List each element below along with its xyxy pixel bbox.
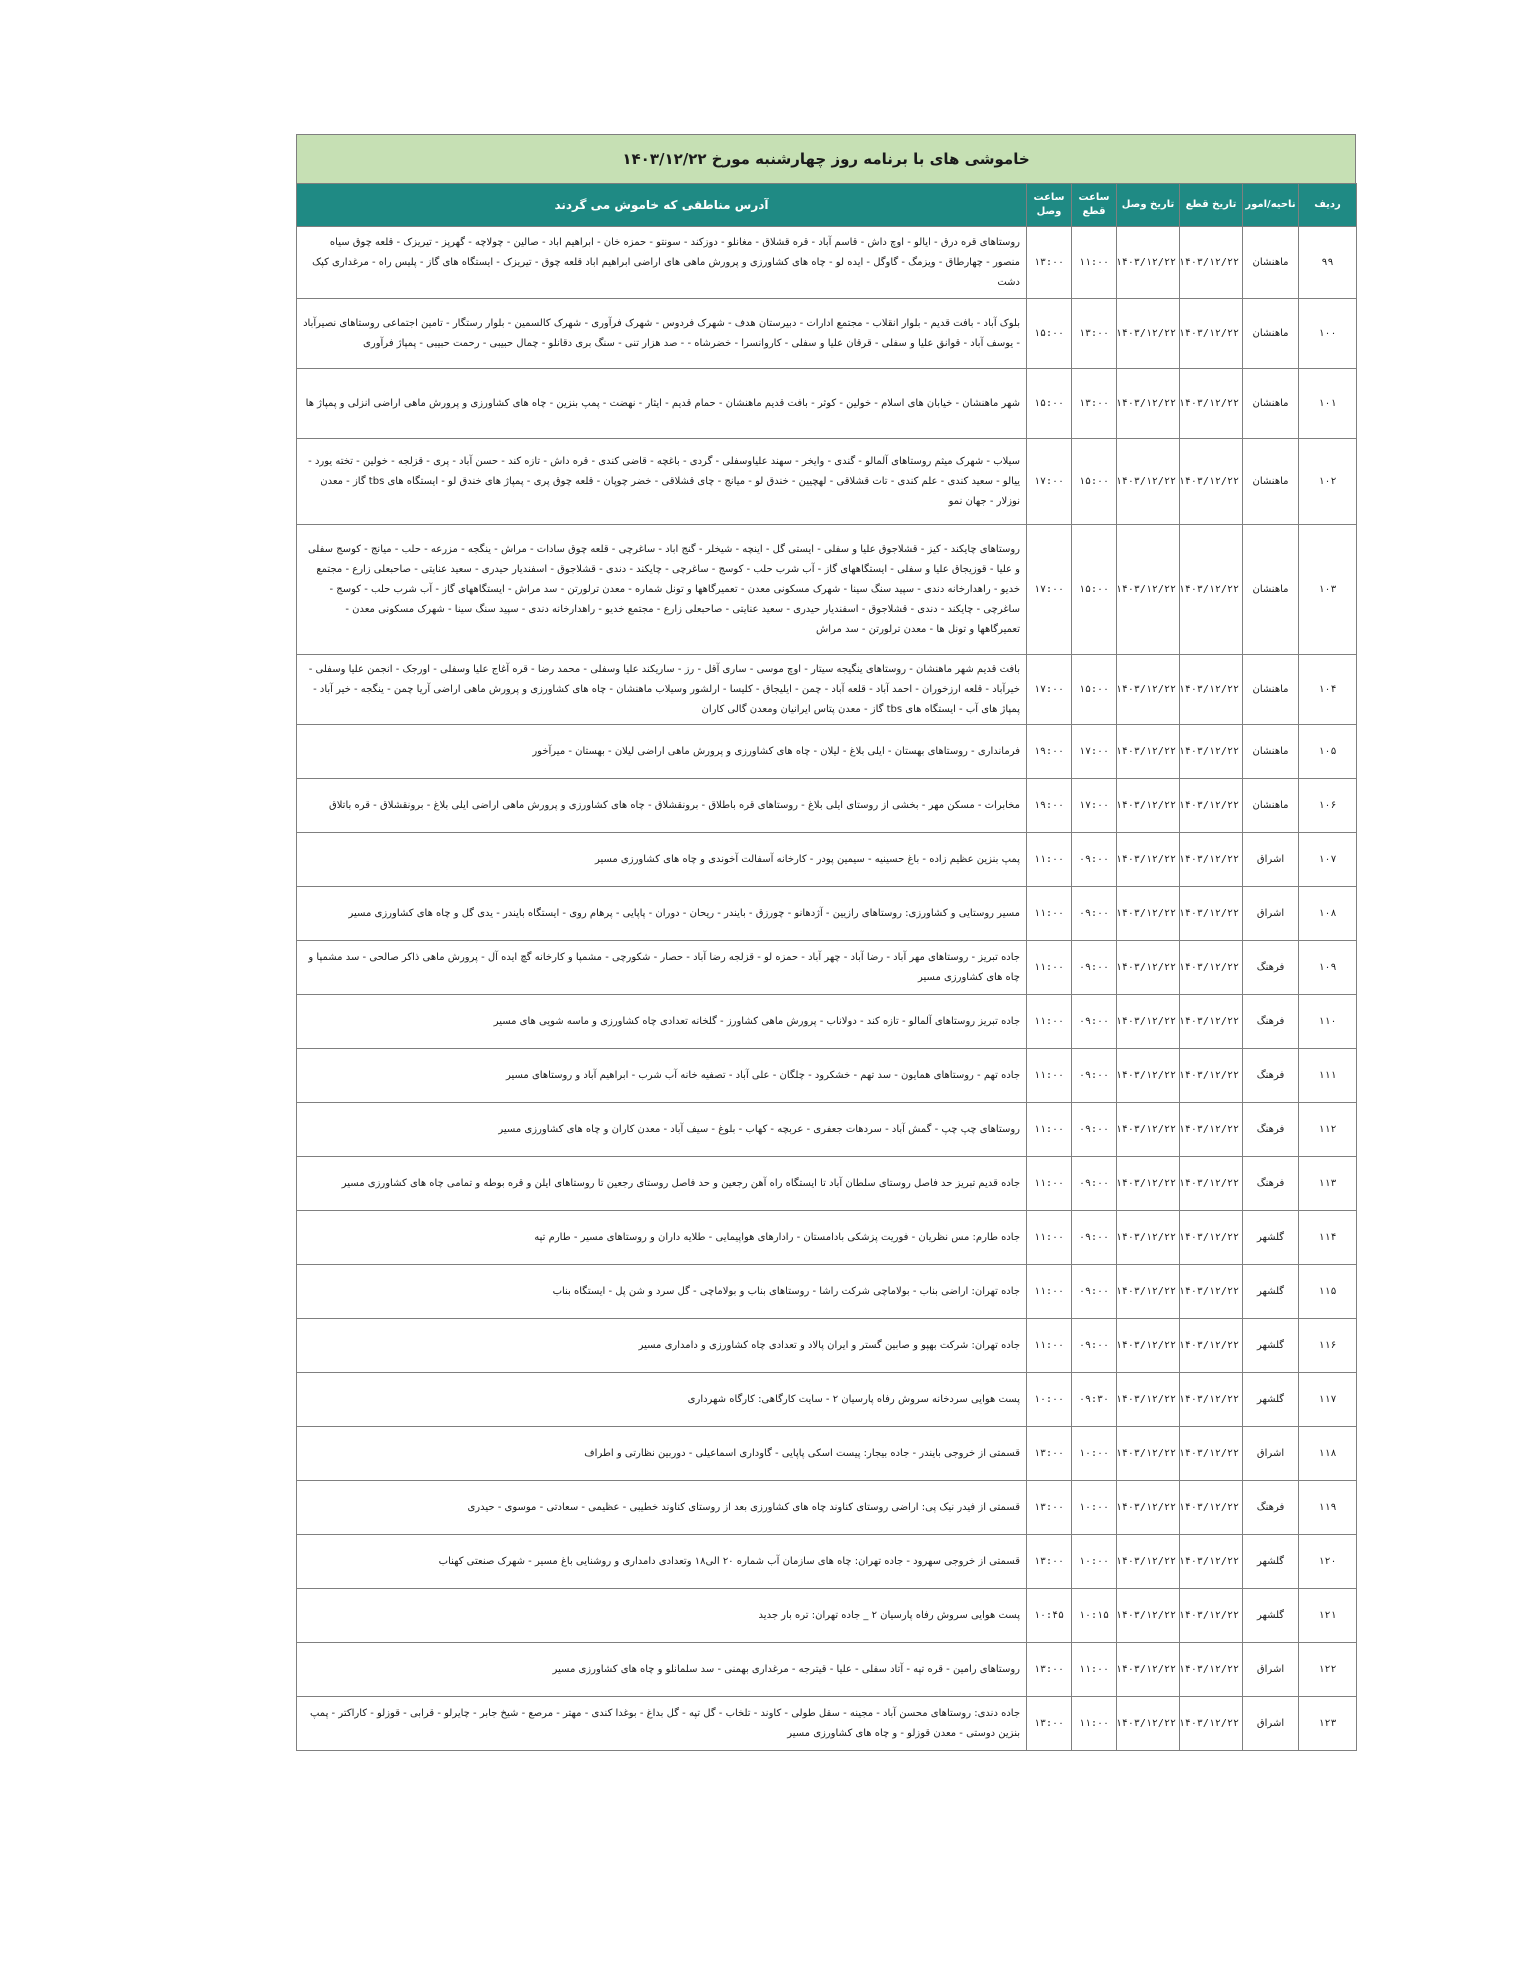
row-connect-date: ۱۴۰۳/۱۲/۲۲ bbox=[1117, 1697, 1180, 1751]
row-connect-time: ۱۷:۰۰ bbox=[1027, 655, 1072, 725]
row-connect-time: ۱۱:۰۰ bbox=[1027, 941, 1072, 995]
row-number: ۱۰۵ bbox=[1299, 725, 1357, 779]
row-cut-date: ۱۴۰۳/۱۲/۲۲ bbox=[1180, 779, 1243, 833]
row-cut-time: ۱۰:۰۰ bbox=[1072, 1481, 1117, 1535]
row-connect-date: ۱۴۰۳/۱۲/۲۲ bbox=[1117, 1427, 1180, 1481]
row-connect-date: ۱۴۰۳/۱۲/۲۲ bbox=[1117, 299, 1180, 369]
row-district: گلشهر bbox=[1243, 1535, 1299, 1589]
row-address: روستاهای رامین - قره تپه - آتاد سفلی - علیا - قیترجه - مرغداری بهمنی - سد سلمانلو و چاه های کشاورزی مسیر bbox=[297, 1643, 1027, 1697]
row-cut-date: ۱۴۰۳/۱۲/۲۲ bbox=[1180, 439, 1243, 525]
row-number: ۱۱۲ bbox=[1299, 1103, 1357, 1157]
row-cut-time: ۰۹:۰۰ bbox=[1072, 887, 1117, 941]
row-connect-date: ۱۴۰۳/۱۲/۲۲ bbox=[1117, 655, 1180, 725]
table-row bbox=[297, 525, 1357, 655]
row-connect-time: ۱۱:۰۰ bbox=[1027, 1319, 1072, 1373]
row-district: ماهنشان bbox=[1243, 655, 1299, 725]
row-number: ۱۰۴ bbox=[1299, 655, 1357, 725]
row-connect-time: ۱۱:۰۰ bbox=[1027, 887, 1072, 941]
row-cut-time: ۰۹:۰۰ bbox=[1072, 1157, 1117, 1211]
row-connect-date: ۱۴۰۳/۱۲/۲۲ bbox=[1117, 779, 1180, 833]
table-row bbox=[297, 655, 1357, 725]
row-cut-time: ۱۵:۰۰ bbox=[1072, 655, 1117, 725]
row-cut-time: ۰۹:۰۰ bbox=[1072, 1265, 1117, 1319]
row-cut-time: ۱۰:۰۰ bbox=[1072, 1427, 1117, 1481]
row-cut-date: ۱۴۰۳/۱۲/۲۲ bbox=[1180, 941, 1243, 995]
row-cut-date: ۱۴۰۳/۱۲/۲۲ bbox=[1180, 1643, 1243, 1697]
row-address: روستاهای چایکند - کیز - قشلاجوق علیا و سفلی - ایستی گل - اینچه - شیخلر - گنج اباد - ساغرچی - قلعه چوق سادات - مراش - ینگجه - مزرعه - حلب - میانج - کوسج سفلی و علیا - قوزیجاق علیا و سفلی - ایستگاههای گاز - آب شرب حلب - کوسج - ساغرچی - چایکند - دندی - قشلاجوق - اسفندیار حیدری - سعید عنایتی - صاحبعلی زارع - مجتمع خدیو - راهدارخانه دندی - سپید سنگ سینا - شهرک مسکونی معدن - تعمیرگاهها و تونل شماره - معدن ترلورتن - سد مراش - ایستگاههای گاز - آب شرب حلب - کوسج - ساغرچی - چایکند - دندی - قشلاجوق - اسفندیار حیدری - سعید عنایتی - صاحبعلی زارع - مجتمع خدیو - راهدارخانه دندی - سپید سنگ سینا - شهرک مسکونی معدن - تعمیرگاهها و تونل ها - معدن ترلورتن - سد مراش bbox=[297, 525, 1027, 655]
row-address: قسمتی از خروجی بایندر - جاده بیجار: پیست اسکی پاپایی - گاوداری اسماعیلی - دوربین نظارتی و اطراف bbox=[297, 1427, 1027, 1481]
row-cut-time: ۱۰:۰۰ bbox=[1072, 1535, 1117, 1589]
row-number: ۱۰۶ bbox=[1299, 779, 1357, 833]
row-number: ۱۱۹ bbox=[1299, 1481, 1357, 1535]
row-district: فرهنگ bbox=[1243, 995, 1299, 1049]
row-connect-date: ۱۴۰۳/۱۲/۲۲ bbox=[1117, 1643, 1180, 1697]
row-cut-time: ۱۱:۰۰ bbox=[1072, 1643, 1117, 1697]
row-address: فرمانداری - روستاهای بهستان - ایلی بلاغ - لیلان - چاه های کشاورزی و پرورش ماهی اراضی لیلان - بهستان - میرآخور bbox=[297, 725, 1027, 779]
row-district: ماهنشان bbox=[1243, 299, 1299, 369]
row-connect-date: ۱۴۰۳/۱۲/۲۲ bbox=[1117, 369, 1180, 439]
row-address: قسمتی از فیدر نیک پی: اراضی روستای کناوند چاه های کشاورزی بعد از روستای کناوند خطیبی - عظیمی - سعادتی - موسوی - حیدری bbox=[297, 1481, 1027, 1535]
row-district: گلشهر bbox=[1243, 1211, 1299, 1265]
table-row bbox=[297, 887, 1357, 941]
row-connect-time: ۱۱:۰۰ bbox=[1027, 1049, 1072, 1103]
row-district: فرهنگ bbox=[1243, 1103, 1299, 1157]
row-connect-date: ۱۴۰۳/۱۲/۲۲ bbox=[1117, 1103, 1180, 1157]
table-row bbox=[297, 725, 1357, 779]
row-number: ۱۲۳ bbox=[1299, 1697, 1357, 1751]
sheet-title: خاموشی های با برنامه روز چهارشنبه مورخ ۱۴۰۳/۱۲/۲۲ bbox=[296, 134, 1356, 183]
row-district: گلشهر bbox=[1243, 1589, 1299, 1643]
row-connect-date: ۱۴۰۳/۱۲/۲۲ bbox=[1117, 1589, 1180, 1643]
outage-schedule-sheet bbox=[296, 134, 1356, 1751]
row-cut-date: ۱۴۰۳/۱۲/۲۲ bbox=[1180, 887, 1243, 941]
row-address: جاده تهم - روستاهای همایون - سد تهم - خشکرود - چلگان - علی آباد - تصفیه خانه آب شرب - ابراهیم آباد و روستاهای مسیر bbox=[297, 1049, 1027, 1103]
header-row bbox=[297, 184, 1357, 227]
row-address: جاده تبریز - روستاهای مهر آباد - رضا آباد - چهر آباد - حمزه لو - قزلجه رضا آباد - حصار - شکورچی - مشمپا و کارخانه گچ ایده آل - پرورش ماهی ذاکر صالحی - سد مشمپا و چاه های کشاورزی مسیر bbox=[297, 941, 1027, 995]
row-address: جاده طارم: مس نظریان - فوریت پزشکی بادامستان - رادارهای هواپیمایی - طلایه داران و روستاهای مسیر - طارم تپه bbox=[297, 1211, 1027, 1265]
table-row bbox=[297, 1427, 1357, 1481]
row-number: ۱۰۸ bbox=[1299, 887, 1357, 941]
row-connect-time: ۱۱:۰۰ bbox=[1027, 995, 1072, 1049]
row-connect-time: ۱۱:۰۰ bbox=[1027, 1211, 1072, 1265]
table-row bbox=[297, 1211, 1357, 1265]
row-cut-date: ۱۴۰۳/۱۲/۲۲ bbox=[1180, 1535, 1243, 1589]
row-connect-time: ۱۰:۰۰ bbox=[1027, 1373, 1072, 1427]
row-district: ماهنشان bbox=[1243, 369, 1299, 439]
row-cut-date: ۱۴۰۳/۱۲/۲۲ bbox=[1180, 1049, 1243, 1103]
table-row bbox=[297, 369, 1357, 439]
row-connect-date: ۱۴۰۳/۱۲/۲۲ bbox=[1117, 1373, 1180, 1427]
row-district: اشراق bbox=[1243, 833, 1299, 887]
table-row bbox=[297, 299, 1357, 369]
row-address: سیلاب - شهرک میثم روستاهای آلمالو - گندی - وایخر - سهند علیاوسفلی - گردی - باغچه - قاضی کندی - قره داش - تازه کند - حسن آباد - پری - قزلجه - خولین - تخته یورد - ییالو - سعید کندی - علم کندی - تات قشلاقی - لهچیین - خندق لو - میانج - چای قشلاقی - خضر چوپان - قلعه چوق پری - پمپاژ های خندق لو - ایستگاه های tbs گاز - معدن نوزلار - جهان نمو bbox=[297, 439, 1027, 525]
row-address: جاده دندی: روستاهای محسن آباد - مجینه - سقل طولی - کاوند - تلخاب - گل تپه - گل بداغ - بوغدا کندی - مهتر - مرصع - شیخ جابر - چایرلو - قرابی - قوزلو - کاراکتر - پمپ بنزین دوستی - معدن قوزلو - و چاه های کشاورزی مسیر bbox=[297, 1697, 1027, 1751]
row-connect-date: ۱۴۰۳/۱۲/۲۲ bbox=[1117, 439, 1180, 525]
row-address: قسمتی از خروجی سهرود - جاده تهران: چاه های سازمان آب شماره ۲۰ الی۱۸ وتعدادی دامداری و روشنایی باغ مسیر - شهرک صنعتی کهناب bbox=[297, 1535, 1027, 1589]
row-number: ۱۱۰ bbox=[1299, 995, 1357, 1049]
row-cut-time: ۱۱:۰۰ bbox=[1072, 1697, 1117, 1751]
row-cut-time: ۱۵:۰۰ bbox=[1072, 439, 1117, 525]
row-address: پست هوایی سردخانه سروش رفاه پارسیان ۲ - سایت کارگاهی: کارگاه شهرداری bbox=[297, 1373, 1027, 1427]
table-row bbox=[297, 227, 1357, 299]
row-cut-time: ۰۹:۰۰ bbox=[1072, 1319, 1117, 1373]
row-connect-time: ۱۱:۰۰ bbox=[1027, 1265, 1072, 1319]
header-district: ناحیه/امور bbox=[1243, 184, 1299, 227]
row-address: پمپ بنزین عظیم زاده - باغ حسینیه - سیمین پودر - کارخانه آسفالت آخوندی و چاه های کشاورزی مسیر bbox=[297, 833, 1027, 887]
table-row bbox=[297, 1373, 1357, 1427]
row-district: ماهنشان bbox=[1243, 227, 1299, 299]
row-district: گلشهر bbox=[1243, 1319, 1299, 1373]
row-cut-date: ۱۴۰۳/۱۲/۲۲ bbox=[1180, 1211, 1243, 1265]
row-number: ۱۰۹ bbox=[1299, 941, 1357, 995]
table-row bbox=[297, 941, 1357, 995]
row-address: روستاهای چپ چپ - گمش آباد - سردهات جعفری - عربچه - کهاب - بلوغ - سیف آباد - معدن کاران و چاه های کشاورزی مسیر bbox=[297, 1103, 1027, 1157]
row-address: بلوک آباد - بافت قدیم - بلوار انقلاب - مجتمع ادارات - دبیرستان هدف - شهرک فردوس - شهرک فرآوری - شهرک کالسمین - بلوار رستگار - تامین اجتماعی روستاهای نصیرآباد - یوسف آباد - قوانق علیا و سفلی - قرقان علیا و سفلی - کاروانسرا - خضرشاه - - صد هزار تنی - سنگ بری دقانلو - چمال حبیبی - رحمت حبیبی - پمپاژ فرآوری bbox=[297, 299, 1027, 369]
row-cut-time: ۰۹:۰۰ bbox=[1072, 1103, 1117, 1157]
row-address: جاده تهران: شرکت بهپو و صابین گستر و ایران پالاد و تعدادی چاه کشاورزی و دامداری مسیر bbox=[297, 1319, 1027, 1373]
row-district: اشراق bbox=[1243, 1697, 1299, 1751]
row-connect-time: ۱۱:۰۰ bbox=[1027, 1103, 1072, 1157]
row-address: بافت قدیم شهر ماهنشان - روستاهای ینگیجه سیتار - اوچ موسی - ساری آقل - رز - ساریکند علیا وسفلی - محمد رضا - قره آغاج علیا وسفلی - اورجک - انجمن علیا وسفلی - خیرآباد - قلعه ارزخوران - احمد آباد - قلعه آباد - چمن - ایلیجاق - کلیسا - ارلشور وسیلاب ماهنشان - چاه های کشاورزی و پرورش ماهی اراضی آریا چمن - ینگجه - خیر آباد - پمپاژ های آب - ایستگاه های tbs گاز - معدن پتاس ایرانیان ومعدن گالی کاران bbox=[297, 655, 1027, 725]
row-address: روستاهای قره درق - ایالو - اوچ داش - قاسم آباد - قره قشلاق - مغانلو - دوزکند - سونتو - حمزه خان - ابراهیم اباد - صالین - چولاچه - گهرپز - تیریزک - قلعه چوق سیاه منصور - چهارطاق - ویزمگ - گاوگل - ایده لو - چاه های کشاورزی و پرورش ماهی های اراضی ابراهیم اباد قلعه چوق - تیریزک - ایستگاه های گاز - پلیس راه - مرغداری کپک دشت bbox=[297, 227, 1027, 299]
row-cut-time: ۰۹:۰۰ bbox=[1072, 941, 1117, 995]
row-connect-time: ۱۰:۴۵ bbox=[1027, 1589, 1072, 1643]
row-cut-time: ۱۳:۰۰ bbox=[1072, 299, 1117, 369]
row-number: ۱۲۱ bbox=[1299, 1589, 1357, 1643]
row-cut-date: ۱۴۰۳/۱۲/۲۲ bbox=[1180, 833, 1243, 887]
row-connect-date: ۱۴۰۳/۱۲/۲۲ bbox=[1117, 725, 1180, 779]
row-connect-date: ۱۴۰۳/۱۲/۲۲ bbox=[1117, 995, 1180, 1049]
row-cut-time: ۱۵:۰۰ bbox=[1072, 525, 1117, 655]
table-row bbox=[297, 1589, 1357, 1643]
row-number: ۱۱۷ bbox=[1299, 1373, 1357, 1427]
row-connect-time: ۱۱:۰۰ bbox=[1027, 833, 1072, 887]
row-connect-time: ۱۳:۰۰ bbox=[1027, 227, 1072, 299]
row-number: ۱۱۶ bbox=[1299, 1319, 1357, 1373]
row-district: اشراق bbox=[1243, 1643, 1299, 1697]
row-number: ۱۱۸ bbox=[1299, 1427, 1357, 1481]
row-address: جاده قدیم تبریز حد فاصل روستای سلطان آباد تا ایستگاه راه آهن رجعین و حد فاصل روستای رجعین تا روستاهای ایلن و قره بوطه و تمامی چاه های کشاورزی مسیر bbox=[297, 1157, 1027, 1211]
row-cut-date: ۱۴۰۳/۱۲/۲۲ bbox=[1180, 227, 1243, 299]
row-cut-time: ۰۹:۳۰ bbox=[1072, 1373, 1117, 1427]
row-address: پست هوایی سروش رفاه پارسیان ۲ _ جاده تهران: تره بار جدید bbox=[297, 1589, 1027, 1643]
row-connect-time: ۱۷:۰۰ bbox=[1027, 525, 1072, 655]
header-cut-date: تاریخ قطع bbox=[1180, 184, 1243, 227]
row-connect-date: ۱۴۰۳/۱۲/۲۲ bbox=[1117, 1535, 1180, 1589]
header-cut-time: ساعت قطع bbox=[1072, 184, 1117, 227]
row-cut-time: ۰۹:۰۰ bbox=[1072, 833, 1117, 887]
row-number: ۱۲۰ bbox=[1299, 1535, 1357, 1589]
table-row bbox=[297, 1049, 1357, 1103]
row-cut-time: ۱۰:۱۵ bbox=[1072, 1589, 1117, 1643]
row-cut-date: ۱۴۰۳/۱۲/۲۲ bbox=[1180, 995, 1243, 1049]
row-connect-date: ۱۴۰۳/۱۲/۲۲ bbox=[1117, 1319, 1180, 1373]
row-cut-date: ۱۴۰۳/۱۲/۲۲ bbox=[1180, 1589, 1243, 1643]
row-cut-time: ۱۷:۰۰ bbox=[1072, 779, 1117, 833]
header-connect-date: تاریخ وصل bbox=[1117, 184, 1180, 227]
table-row bbox=[297, 1157, 1357, 1211]
row-connect-date: ۱۴۰۳/۱۲/۲۲ bbox=[1117, 941, 1180, 995]
row-cut-date: ۱۴۰۳/۱۲/۲۲ bbox=[1180, 1265, 1243, 1319]
row-connect-time: ۱۳:۰۰ bbox=[1027, 1481, 1072, 1535]
row-cut-date: ۱۴۰۳/۱۲/۲۲ bbox=[1180, 1157, 1243, 1211]
table-row bbox=[297, 833, 1357, 887]
row-number: ۱۰۷ bbox=[1299, 833, 1357, 887]
row-district: گلشهر bbox=[1243, 1265, 1299, 1319]
row-cut-date: ۱۴۰۳/۱۲/۲۲ bbox=[1180, 1697, 1243, 1751]
row-number: ۱۱۴ bbox=[1299, 1211, 1357, 1265]
row-connect-time: ۱۳:۰۰ bbox=[1027, 1535, 1072, 1589]
row-cut-date: ۱۴۰۳/۱۲/۲۲ bbox=[1180, 1481, 1243, 1535]
row-district: فرهنگ bbox=[1243, 1157, 1299, 1211]
header-address: آدرس مناطقی که خاموش می گردند bbox=[297, 184, 1027, 227]
row-address: مسیر روستایی و کشاورزی: روستاهای رازیین - آژدهانو - چورزق - بایندر - ریحان - دوران - پاپایی - پرهام روی - ایستگاه بایندر - یدی گل و چاه های کشاورزی مسیر bbox=[297, 887, 1027, 941]
row-connect-date: ۱۴۰۳/۱۲/۲۲ bbox=[1117, 227, 1180, 299]
row-cut-date: ۱۴۰۳/۱۲/۲۲ bbox=[1180, 525, 1243, 655]
row-number: ۱۰۲ bbox=[1299, 439, 1357, 525]
row-connect-date: ۱۴۰۳/۱۲/۲۲ bbox=[1117, 1049, 1180, 1103]
row-connect-time: ۱۹:۰۰ bbox=[1027, 779, 1072, 833]
table-row bbox=[297, 1103, 1357, 1157]
table-row bbox=[297, 439, 1357, 525]
table-row bbox=[297, 1319, 1357, 1373]
row-address: مخابرات - مسکن مهر - بخشی از روستای ایلی بلاغ - روستاهای قره باطلاق - برونقشلاق - چاه های کشاورزی و پرورش ماهی اراضی ایلی بلاغ - برونقشلاق - قره باتلاق bbox=[297, 779, 1027, 833]
header-connect-time: ساعت وصل bbox=[1027, 184, 1072, 227]
table-row bbox=[297, 995, 1357, 1049]
row-district: اشراق bbox=[1243, 887, 1299, 941]
row-connect-time: ۱۳:۰۰ bbox=[1027, 1697, 1072, 1751]
row-number: ۱۲۲ bbox=[1299, 1643, 1357, 1697]
row-cut-date: ۱۴۰۳/۱۲/۲۲ bbox=[1180, 1319, 1243, 1373]
row-cut-time: ۰۹:۰۰ bbox=[1072, 1211, 1117, 1265]
row-number: ۱۰۱ bbox=[1299, 369, 1357, 439]
row-connect-date: ۱۴۰۳/۱۲/۲۲ bbox=[1117, 1211, 1180, 1265]
row-cut-time: ۰۹:۰۰ bbox=[1072, 995, 1117, 1049]
row-connect-time: ۱۵:۰۰ bbox=[1027, 299, 1072, 369]
row-connect-date: ۱۴۰۳/۱۲/۲۲ bbox=[1117, 1265, 1180, 1319]
row-connect-date: ۱۴۰۳/۱۲/۲۲ bbox=[1117, 525, 1180, 655]
row-cut-date: ۱۴۰۳/۱۲/۲۲ bbox=[1180, 725, 1243, 779]
row-number: ۱۱۳ bbox=[1299, 1157, 1357, 1211]
row-cut-time: ۱۳:۰۰ bbox=[1072, 369, 1117, 439]
row-cut-time: ۱۱:۰۰ bbox=[1072, 227, 1117, 299]
row-number: ۱۰۳ bbox=[1299, 525, 1357, 655]
row-connect-time: ۱۳:۰۰ bbox=[1027, 1643, 1072, 1697]
table-body bbox=[297, 227, 1357, 1751]
row-connect-date: ۱۴۰۳/۱۲/۲۲ bbox=[1117, 887, 1180, 941]
row-district: گلشهر bbox=[1243, 1373, 1299, 1427]
table-row bbox=[297, 1265, 1357, 1319]
row-cut-date: ۱۴۰۳/۱۲/۲۲ bbox=[1180, 1373, 1243, 1427]
row-cut-date: ۱۴۰۳/۱۲/۲۲ bbox=[1180, 1427, 1243, 1481]
row-cut-date: ۱۴۰۳/۱۲/۲۲ bbox=[1180, 369, 1243, 439]
row-district: ماهنشان bbox=[1243, 439, 1299, 525]
row-district: ماهنشان bbox=[1243, 725, 1299, 779]
row-connect-date: ۱۴۰۳/۱۲/۲۲ bbox=[1117, 1481, 1180, 1535]
table-row bbox=[297, 1697, 1357, 1751]
row-cut-time: ۱۷:۰۰ bbox=[1072, 725, 1117, 779]
table-row bbox=[297, 1481, 1357, 1535]
row-district: اشراق bbox=[1243, 1427, 1299, 1481]
table-row bbox=[297, 1643, 1357, 1697]
row-connect-time: ۱۷:۰۰ bbox=[1027, 439, 1072, 525]
row-connect-date: ۱۴۰۳/۱۲/۲۲ bbox=[1117, 1157, 1180, 1211]
row-number: ۹۹ bbox=[1299, 227, 1357, 299]
row-district: ماهنشان bbox=[1243, 525, 1299, 655]
row-district: فرهنگ bbox=[1243, 1049, 1299, 1103]
row-number: ۱۰۰ bbox=[1299, 299, 1357, 369]
table-row bbox=[297, 1535, 1357, 1589]
row-connect-time: ۱۳:۰۰ bbox=[1027, 1427, 1072, 1481]
row-number: ۱۱۵ bbox=[1299, 1265, 1357, 1319]
row-district: فرهنگ bbox=[1243, 1481, 1299, 1535]
row-address: جاده تهران: اراضی بناب - بولاماچی شرکت راشا - روستاهای بناب و بولاماچی - گل سرد و شن پل - ایستگاه بناب bbox=[297, 1265, 1027, 1319]
row-connect-time: ۱۱:۰۰ bbox=[1027, 1157, 1072, 1211]
row-cut-time: ۰۹:۰۰ bbox=[1072, 1049, 1117, 1103]
row-connect-date: ۱۴۰۳/۱۲/۲۲ bbox=[1117, 833, 1180, 887]
row-connect-time: ۱۹:۰۰ bbox=[1027, 725, 1072, 779]
row-number: ۱۱۱ bbox=[1299, 1049, 1357, 1103]
row-address: شهر ماهنشان - خیابان های اسلام - خولین - کوثر - بافت قدیم ماهنشان - حمام قدیم - ایثار - نهضت - پمپ بنزین - چاه های کشاورزی و پرورش ماهی اراضی انزلی و پمپاژ ها bbox=[297, 369, 1027, 439]
row-address: جاده تبریز روستاهای آلمالو - تازه کند - دولاناب - پرورش ماهی کشاورز - گلخانه تعدادی چاه کشاورزی و ماسه شویی های مسیر bbox=[297, 995, 1027, 1049]
row-cut-date: ۱۴۰۳/۱۲/۲۲ bbox=[1180, 655, 1243, 725]
row-cut-date: ۱۴۰۳/۱۲/۲۲ bbox=[1180, 1103, 1243, 1157]
table-row bbox=[297, 779, 1357, 833]
row-connect-time: ۱۵:۰۰ bbox=[1027, 369, 1072, 439]
header-row-no: ردیف bbox=[1299, 184, 1357, 227]
row-district: ماهنشان bbox=[1243, 779, 1299, 833]
row-cut-date: ۱۴۰۳/۱۲/۲۲ bbox=[1180, 299, 1243, 369]
row-district: فرهنگ bbox=[1243, 941, 1299, 995]
outage-table bbox=[296, 183, 1357, 1751]
